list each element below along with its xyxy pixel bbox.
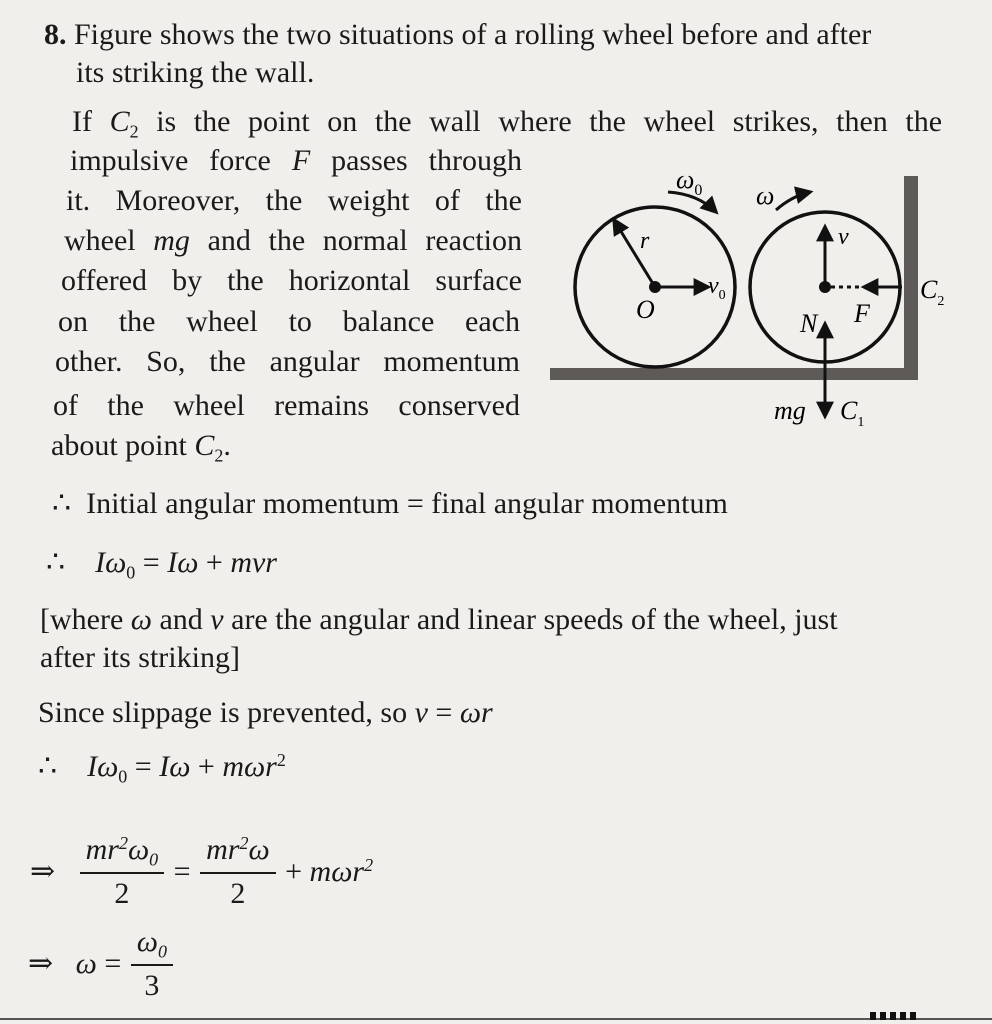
para-line-4: wheel mg and the normal reaction — [64, 224, 522, 257]
omega-arrow — [776, 192, 810, 210]
problem-line-2: its striking the wall. — [76, 56, 315, 89]
omega0-label: $\omega_0$ — [676, 165, 703, 199]
equation-1: ∴ $I\omega_0 = I\omega$ + mvr — [46, 546, 277, 583]
equation-3: ⇒ $\frac{mr^2\omega_0}{2}$ = $\frac{mr^2\omega}{2}$ + mωr$^2$ — [30, 830, 373, 914]
para-line-6: on the wheel to balance each — [58, 305, 520, 338]
F-label: F — [854, 299, 870, 328]
note-line-2: after its striking] — [40, 641, 240, 674]
r-label: r — [640, 228, 650, 254]
problem-line-1: 8. Figure shows the two situations of a rolling wheel before and after — [44, 18, 872, 51]
fraction-rhs: $\frac{mr^2\omega}{2}$ — [200, 830, 276, 914]
C2-label: $C_2$ — [920, 275, 945, 309]
v-label: v — [838, 224, 849, 250]
note-line-1: [where ω and v are the angular and linear speeds of the wheel, just — [40, 603, 838, 636]
implies-symbol: ⇒ — [30, 855, 56, 888]
omega-label: ω — [756, 181, 775, 210]
para-line-5: offered by the horizontal surface — [61, 264, 522, 297]
equation-4: ⇒ ω = $\frac{\omega_0}{3}$ — [28, 922, 175, 1006]
slippage-line: Since slippage is prevented, so v = ωr — [38, 696, 493, 729]
wall — [904, 176, 918, 380]
page-corner-mark — [870, 1012, 920, 1020]
wheel-figure — [548, 162, 948, 452]
O-label: O — [636, 295, 655, 324]
v0-label: $v_0$ — [708, 273, 726, 303]
fraction-result: $\frac{\omega_0}{3}$ — [131, 922, 173, 1006]
para-line-7: other. So, the angular momentum — [55, 345, 520, 378]
fraction-lhs: $\frac{mr^2\omega_0}{2}$ — [80, 830, 165, 914]
momentum-statement: ∴ Initial angular momentum = final angular momentum — [52, 487, 728, 520]
page-bottom-rule — [0, 1018, 992, 1020]
para-line-3: it. Moreover, the weight of the — [66, 184, 522, 217]
ground-surface — [550, 368, 910, 380]
para-line-9: about point $C_2$. — [51, 429, 231, 466]
problem-number: 8. — [44, 18, 67, 51]
para-line-2: impulsive force F passes through — [70, 144, 522, 177]
para-line-1: If $C_2$ is the point on the wall where the wheel strikes, then the — [72, 105, 943, 142]
mg-label: mg — [774, 396, 806, 425]
para-line-8: of the wheel remains conserved — [53, 389, 520, 422]
C1-label: $C_1$ — [840, 396, 865, 430]
equation-2: ∴ $I\omega_0 = I\omega + m\omega r^2$ — [38, 750, 286, 787]
N-label: N — [800, 309, 818, 338]
